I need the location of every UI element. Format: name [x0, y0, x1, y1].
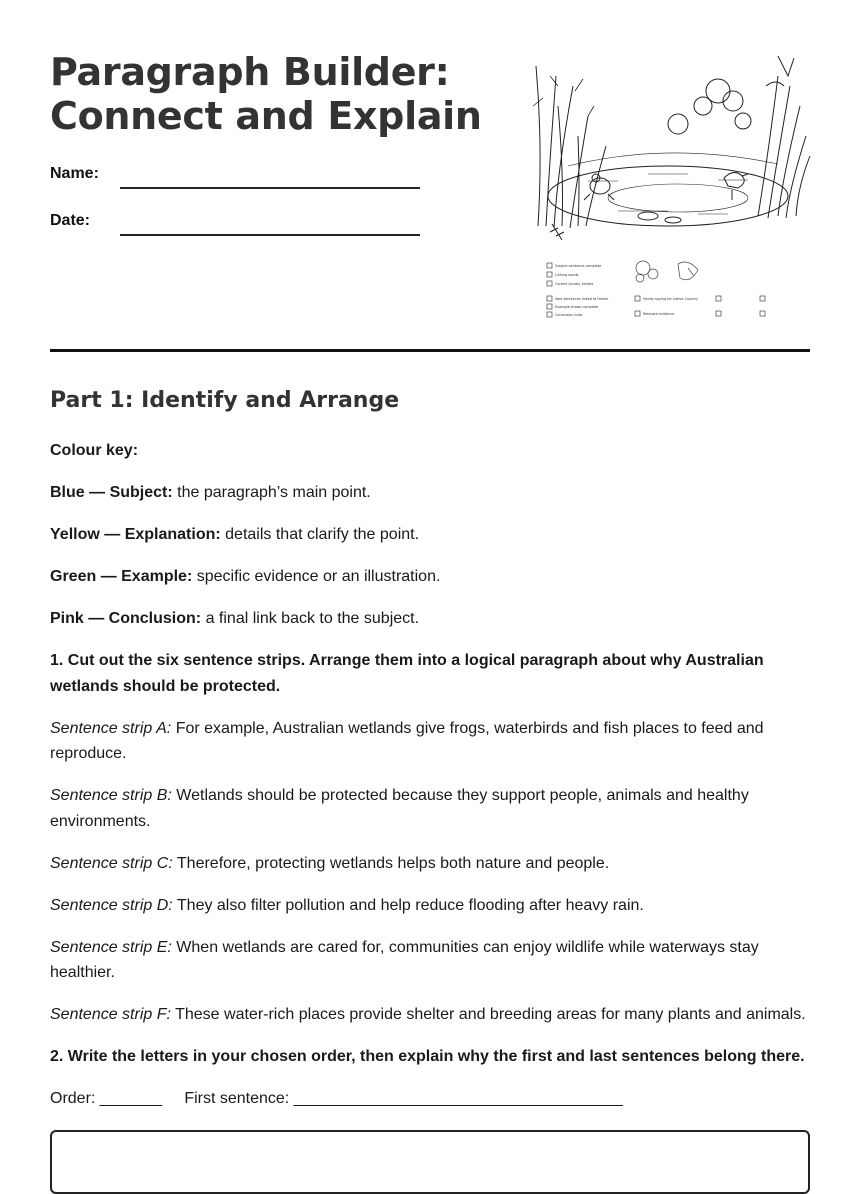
sentence-strip — [50, 851, 810, 877]
strip-text: Therefore, protecting wetlands helps both nature and people. — [176, 854, 610, 872]
key-item-pink — [50, 606, 810, 632]
checklist-item: Relevant evidence — [643, 312, 675, 316]
key-item-green — [50, 564, 810, 590]
checklist-item: Linking words — [555, 273, 579, 277]
name-line[interactable] — [120, 187, 420, 189]
answer-box[interactable] — [50, 1130, 810, 1194]
strip-text: For example, Australian wetlands give frogs, waterbirds and fish places to feed and reproduce. — [50, 719, 764, 762]
strip-label: Sentence strip E: — [50, 938, 172, 956]
title-line-1: Paragraph Builder: — [50, 50, 450, 94]
worksheet-title — [50, 50, 482, 138]
checklist-item: Correct plurals, tenses — [555, 282, 594, 286]
strip-text: When wetlands are cared for, communities can enjoy wildlife while waterways stay healthier. — [50, 938, 759, 981]
sentence-strip — [50, 783, 810, 834]
key-item-yellow — [50, 522, 810, 548]
order-field[interactable]: Order: _______ — [50, 1090, 163, 1107]
sentence-strip — [50, 716, 810, 767]
colour-key-label: Colour key: — [50, 442, 139, 459]
sentence-strip — [50, 893, 810, 919]
part1-content — [50, 438, 810, 1128]
order-row — [50, 1086, 810, 1112]
strip-text: Wetlands should be protected because they support people, animals and healthy environments. — [50, 787, 749, 830]
checklist-item: Example shows complete — [555, 305, 599, 309]
strip-label: Sentence strip F: — [50, 1006, 171, 1023]
key-term: Green — Example: — [50, 568, 193, 585]
key-desc: a final link back to the subject. — [205, 610, 420, 627]
title-line-2: Connect and Explain — [50, 94, 482, 138]
sentence-strip — [50, 935, 810, 986]
first-sentence-field[interactable]: First sentence: _____________________________________ — [184, 1090, 623, 1107]
name-label: Name: — [50, 165, 99, 182]
strip-text: They also filter pollution and help reduce flooding after heavy rain. — [176, 896, 644, 914]
key-desc: specific evidence or an illustration. — [196, 568, 441, 585]
checklist-item: Conclusion links — [555, 313, 583, 317]
key-term: Yellow — Explanation: — [50, 526, 221, 543]
wetland-illustration — [528, 46, 812, 326]
key-term: Blue — Subject: — [50, 484, 173, 501]
strip-label: Sentence strip A: — [50, 719, 172, 737]
key-desc: details that clarify the point. — [225, 526, 420, 543]
date-line[interactable] — [120, 234, 420, 236]
question-2: 2. Write the letters in your chosen order, then explain why the first and last sentences belong there. — [50, 1048, 805, 1065]
checklist-item: Handy saying for native Country — [643, 297, 699, 301]
key-desc: the paragraph’s main point. — [177, 484, 371, 501]
question-1: 1. Cut out the six sentence strips. Arrange them into a logical paragraph about why Australian wetlands should be protected. — [50, 652, 764, 695]
checklist-item: Idea sentences linked to theme — [555, 297, 609, 301]
date-label: Date: — [50, 212, 91, 229]
strip-label: Sentence strip C: — [50, 854, 173, 872]
sentence-strip — [50, 1002, 810, 1028]
checklist-item: Subject sentence complete — [555, 264, 602, 268]
key-term: Pink — Conclusion: — [50, 610, 202, 627]
strip-text: These water-rich places provide shelter and breeding areas for many plants and animals. — [175, 1006, 806, 1023]
header-divider — [50, 349, 810, 352]
strip-label: Sentence strip B: — [50, 787, 172, 804]
part1-title: Part 1: Identify and Arrange — [50, 388, 400, 413]
key-item-blue — [50, 480, 810, 506]
strip-label: Sentence strip D: — [50, 896, 173, 914]
